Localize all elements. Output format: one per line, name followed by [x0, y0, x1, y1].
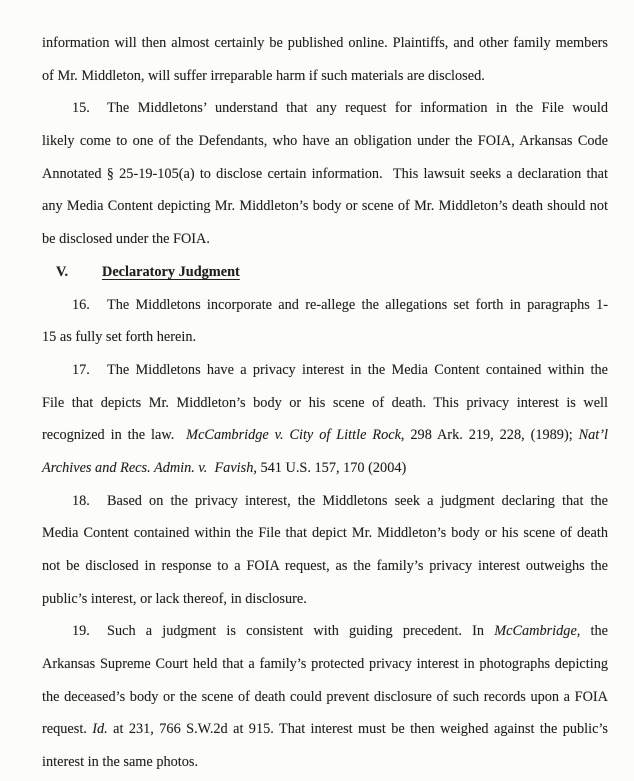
body-text: request.: [42, 721, 93, 738]
paragraph-number: 15.: [72, 100, 90, 117]
line-text: [42, 746, 198, 779]
body-text: of Mr. Middleton, will suffer irreparable harm if such materials are disclosed.: [42, 67, 485, 84]
text-line: [42, 158, 608, 191]
text-line: [42, 746, 608, 779]
body-text: 15 as fully set forth herein.: [42, 329, 197, 346]
line-text: [42, 223, 210, 256]
text-line: [42, 92, 608, 125]
body-text: public’s interest, or lack thereof, in disclosure.: [42, 590, 307, 607]
line-text: [42, 648, 608, 681]
line-text: [42, 158, 608, 191]
line-text: [42, 550, 608, 583]
line-text: [42, 485, 608, 518]
citation-text: Nat’l: [578, 427, 608, 444]
text-line: [42, 648, 608, 681]
body-text: The Middletons incorporate and re-allege the allegations set forth in paragraphs 1-: [107, 296, 608, 313]
body-text: Such a judgment is consistent with guiding precedent. In: [107, 623, 495, 640]
body-text: Media Content contained within the File that depict Mr. Middleton’s body or his scene of death: [42, 525, 608, 542]
text-line: [42, 713, 608, 746]
body-text: not be disclosed in response to a FOIA request, as the family’s privacy interest outweighs the: [42, 558, 608, 574]
text-line: [42, 125, 608, 158]
text-line: [42, 485, 608, 518]
text-line: [42, 419, 608, 452]
line-text: [42, 713, 608, 746]
text-line: [42, 289, 608, 322]
line-text: [42, 354, 608, 387]
citation-text: Archives and Recs. Admin. v. Favish: [42, 459, 254, 476]
section-number: V.: [56, 263, 69, 280]
line-text: [42, 289, 608, 322]
line-text: [42, 452, 406, 485]
body-text: Annotated § 25-19-105(a) to disclose certain information. This lawsuit seeks a declaration that: [42, 165, 608, 182]
line-text: [42, 681, 608, 714]
body-text: interest in the same photos.: [42, 754, 199, 771]
body-text: likely come to one of the Defendants, who have an obligation under the FOIA, Arkansas Code: [42, 133, 608, 150]
line-text: [42, 387, 608, 420]
text-line: [42, 550, 608, 583]
text-line: [42, 321, 608, 354]
text-line: [42, 452, 608, 485]
line-text: [42, 615, 608, 648]
line-text: [42, 321, 196, 354]
body-text: , 541 U.S. 157, 170 (2004): [253, 459, 407, 476]
text-line: [42, 190, 608, 223]
paragraph-number: 18.: [72, 492, 90, 509]
line-text: [42, 27, 608, 60]
text-line: [42, 517, 608, 550]
line-text: [42, 419, 608, 452]
line-text: [42, 190, 608, 223]
body-text: the deceased’s body or the scene of death could prevent disclosure of such records upon a FOIA: [42, 688, 608, 705]
line-text: [42, 583, 307, 616]
body-text: The Middletons have a privacy interest in the Media Content contained within the: [107, 361, 608, 378]
body-text: , the: [576, 623, 608, 640]
line-text: [42, 125, 608, 158]
paragraph-number: 19.: [72, 623, 90, 640]
body-text: , 298 Ark. 219, 228, (1989);: [400, 427, 579, 444]
text-line: [42, 60, 608, 93]
body-text: information will then almost certainly be published online. Plaintiffs, and other family members: [42, 35, 608, 51]
body-text: recognized in the law.: [42, 427, 187, 444]
text-line: [42, 354, 608, 387]
line-text: [42, 517, 608, 550]
body-text: The Middletons’ understand that any request for information in the File would: [107, 100, 608, 117]
body-text: Arkansas Supreme Court held that a family’s protected privacy interest in photographs depicting: [42, 656, 608, 673]
body-text: be disclosed under the FOIA.: [42, 231, 210, 248]
line-text: [42, 92, 608, 125]
text-line: [42, 387, 608, 420]
document-content: [42, 27, 608, 779]
citation-text: McCambridge v. City of Little Rock: [186, 427, 401, 444]
body-text: Based on the privacy interest, the Middletons seek a judgment declaring that the: [107, 492, 608, 509]
body-text: any Media Content depicting Mr. Middleton’s body or scene of Mr. Middleton’s death should not: [42, 198, 608, 215]
section-title: Declaratory Judgment: [102, 263, 240, 280]
text-line: [42, 27, 608, 60]
section-heading-line: [42, 256, 608, 289]
text-line: [42, 583, 608, 616]
paragraph-number: 17.: [72, 361, 90, 378]
citation-text: Id.: [92, 721, 108, 738]
line-text: [42, 60, 485, 93]
text-line: [42, 223, 608, 256]
text-line: [42, 681, 608, 714]
citation-text: McCambridge: [494, 623, 577, 640]
text-line: [42, 615, 608, 648]
line-text: [42, 256, 240, 289]
body-text: at 231, 766 S.W.2d at 915. That interest must be then weighed against the public’s: [107, 721, 608, 738]
paragraph-number: 16.: [72, 296, 90, 313]
body-text: File that depicts Mr. Middleton’s body or his scene of death. This privacy interest is well: [42, 394, 608, 411]
